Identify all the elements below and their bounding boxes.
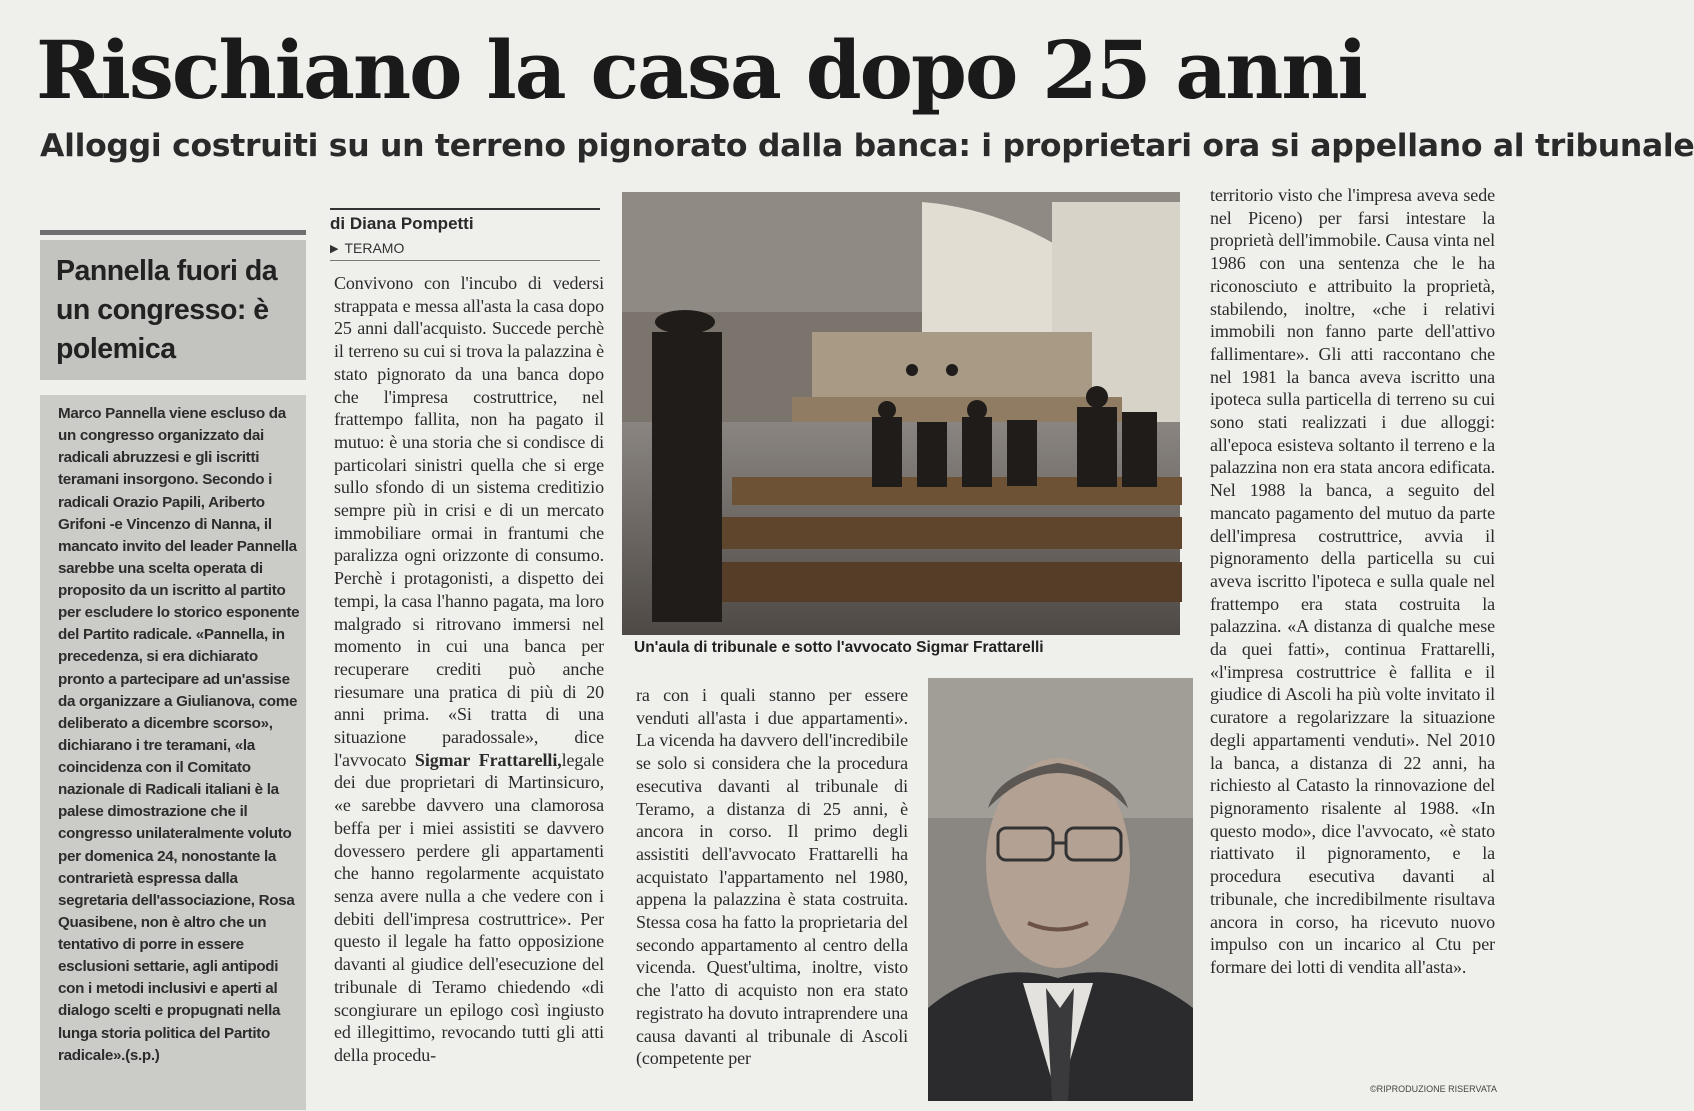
dateline-text: TERAMO bbox=[344, 240, 405, 256]
portrait-photo bbox=[928, 678, 1193, 1101]
byline-rule-top bbox=[330, 208, 600, 210]
dateline bbox=[330, 238, 404, 259]
photo-caption: Un'aula di tribunale e sotto l'avvocato Sigmar Frattarelli bbox=[634, 639, 1044, 656]
byline: di Diana Pompetti bbox=[330, 214, 474, 233]
lawyer-name: Sigmar Frattarelli, bbox=[414, 749, 562, 770]
subtitle: Alloggi costruiti su un terreno pignorato dalla banca: i proprietari ora si appellano al tribunale bbox=[40, 128, 1694, 164]
article-column-2: ra con i quali stanno per essere venduti all'asta i due appartamenti». La vicenda ha davvero dell'incredibile se solo si considera che la procedura esecutiva davanti al tribunale di Teramo, a distanza di 25 anni, è ancora in corso. Il primo degli assistiti dell'avvocato Frattarelli ha acquistato l'appartamento nel 1980, appena la palazzina è stata costruita. Stessa cosa ha fatto la proprietaria del secondo appartamento al centro della vicenda. Quest'ultima, inoltre, visto che l'atto di acquisto non era stato registrato ha dovuto intraprendere una causa davanti al tribunale di Ascoli (competente per bbox=[636, 685, 908, 1069]
courtroom-illustration bbox=[622, 192, 1180, 635]
article-column-3: territorio visto che l'impresa aveva sede nel Piceno) per farsi intestare la proprietà dell'immobile. Causa vinta nel 1986 con una sentenza che le ha riconosciuto e attribuito la proprietà, stabilendo, inoltre, «che i relativi immobili non fanno parte dell'attivo fallimentare». Gli atti raccontano che nel 1981 la banca aveva iscritto una ipoteca sulla particella di terreno su cui sono stati realizzati i due alloggi: all'epoca esisteva soltanto il terreno e la palazzina non era stata ancora edificata. Nel 1988 la banca, a seguito del mancato pagamento del mutuo da parte dell'impresa costruttrice, avvia il pignoramento della particella su cui aveva iscritto l'ipoteca e sulla quale nel frattempo era stata costruita la palazzina. «A distanza di qualche mese da quei fatti», continua Frattarelli, «l'impresa costruttrice è fallita e il giudice di Ascoli ha più volte invitato il curatore a regolarizzare la situazione degli appartamenti venduti». Nel 2010 la banca, a distanza di 22 anni, ha richiesto al Catasto la rinnovazione del pignoramento risalente al 1988. «In questo modo», dice l'avvocato, «è stato riattivato il pignoramento, e la procedura esecutiva davanti al tribunale, che incredibilmente risultava ancora in corso, ha ricevuto nuovo impulso con un incarico al Ctu per formare dei lotti di vendita all'asta». bbox=[1210, 185, 1495, 977]
courtroom-photo bbox=[622, 192, 1180, 635]
byline-rule-bottom bbox=[330, 260, 600, 261]
headline: Rischiano la casa dopo 25 anni bbox=[36, 23, 1366, 117]
column-1-text-b: legale dei due proprietari di Martinsicuro, «e sarebbe davvero una clamorosa beffa per i miei assistiti se davvero dovessero perdere gli appartamenti che hanno regolarmente acquistato senza avere nulla a che vedere con i debiti dell'impresa costruttrice». Per questo il legale ha fatto opposizione davanti al giudice dell'esecuzione del tribunale di Teramo chiedendo «di scongiurare un epilogo così ingiusto ed illegittimo, revocando tutti gli atti della procedu- bbox=[334, 749, 604, 1065]
article-column-1 bbox=[334, 272, 604, 1067]
sidebar-title: Pannella fuori da un congresso: è polemica bbox=[56, 255, 278, 365]
portrait-illustration bbox=[928, 678, 1193, 1101]
sidebar-body: Marco Pannella viene escluso da un congresso organizzato dai radicali abruzzesi e gli iscritti teramani insorgono. Secondo i radicali Orazio Papili, Ariberto Grifoni -e Vincenzo di Nanna, il mancato invito del leader Pannella sarebbe una scelta operata di proposito da un iscritto al partito per escludere lo storico esponente del Partito radicale. «Pannella, in precedenza, si era dichiarato pronto a partecipare ad un'assise da organizzare a Giulianova, come deliberato a dicembre scorso», dichiarano i tre teramani, «la coincidenza con il Comitato nazionale di Radicali italiani è la palese dimostrazione che il congresso unilateralmente voluto per domenica 24, nonostante la contrarietà espressa dalla segretaria dell'associazione, Rosa Quasibene, non è altro che un tentativo di porre in essere esclusioni settarie, agli antipodi con i metodi inclusivi e aperti al dialogo scelti e propugnati nella lunga storia politica del Partito radicale».(s.p.) bbox=[58, 405, 300, 1064]
sidebar-rule bbox=[40, 230, 306, 235]
column-1-text-a: Convivono con l'incubo di vedersi strappata e messa all'asta la casa dopo 25 anni dall'acquisto. Succede perchè il terreno su cui si trova la palazzina è stato pignorato da una banca dopo che l'impresa costruttrice, nel frattempo fallita, non ha pagato il mutuo: è una storia che si condisce di particolari sinistri quella che si erge sullo sfondo di un sistema creditizio sempre più in crisi e di un mercato immobiliare ormai in frantumi che paralizza ogni orizzonte di consumo. Perchè i protagonisti, a dispetto dei tempi, la casa l'hanno pagata, ma loro malgrado si ritrovano immersi nel momento in cui una banca per recuperare crediti può anche riesumare una pratica di più di 20 anni prima. «Si tratta di una situazione paradossale», dice l'avvocato bbox=[334, 273, 604, 770]
dateline-arrow-icon: ▶ bbox=[330, 243, 339, 255]
copyright-notice: ©RIPRODUZIONE RISERVATA bbox=[1370, 1084, 1497, 1094]
